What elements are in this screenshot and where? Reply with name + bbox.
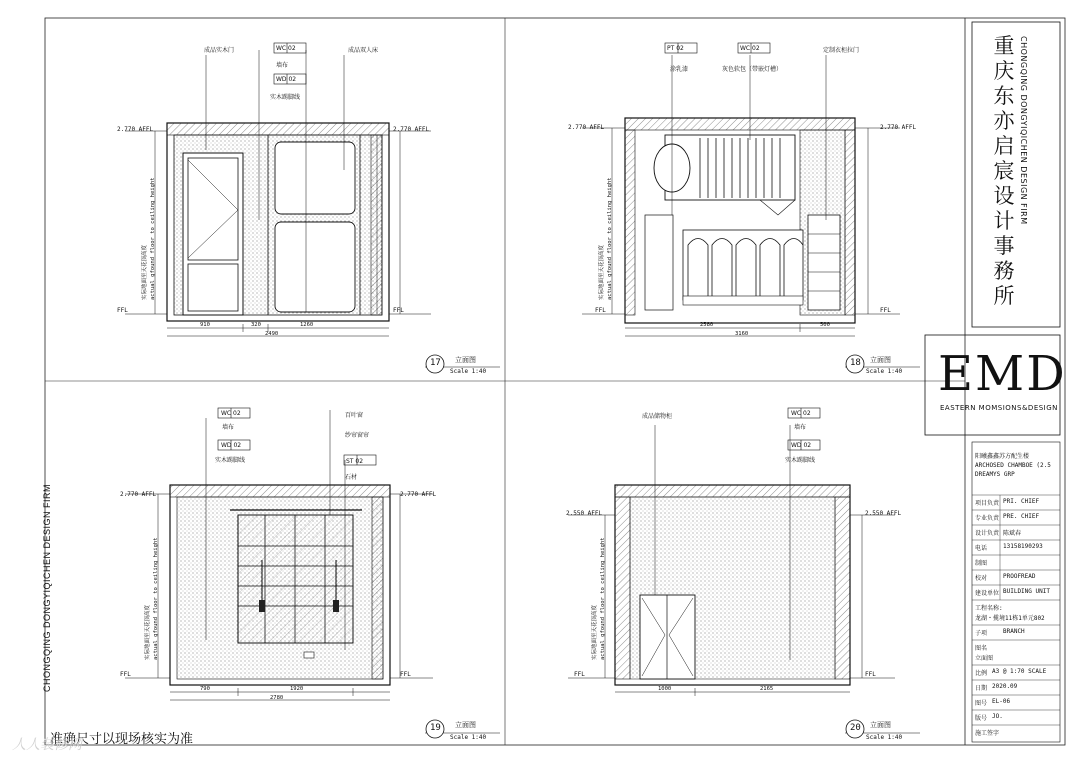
height-note: actual gfound floor to ceiling height — [150, 177, 156, 300]
level-marker: FFL — [880, 307, 891, 314]
view-number: 18 — [850, 358, 861, 368]
title-block-value: PROOFREAD — [1003, 573, 1036, 580]
material-callout: 墙布 — [794, 424, 807, 431]
title-block-label: 立面图 — [975, 655, 994, 662]
material-callout: 百叶窗 — [345, 412, 364, 419]
emd-logo: EMD — [938, 346, 1067, 402]
dimension-text: 1000 — [658, 686, 672, 692]
material-callout: WC 02 — [740, 45, 760, 52]
view-number: 19 — [430, 723, 441, 733]
title-block-label: 日期 — [975, 685, 988, 692]
material-callout: WD 02 — [276, 76, 297, 83]
firm-name-cn: 重庆东亦启宸设计事務所 — [993, 34, 1015, 308]
level-marker: FFL — [595, 307, 606, 314]
material-callout: 定制衣柜拉门 — [823, 47, 860, 54]
footer-note: 准确尺寸以现场核实为准 — [50, 732, 194, 747]
title-block-label: 项目负责 — [975, 500, 1000, 507]
height-note: 实际地面至天花顶高度 — [145, 604, 151, 660]
material-callout: WD 02 — [221, 442, 242, 449]
level-marker: FFL — [117, 307, 128, 314]
view-scale: Scale 1:40 — [866, 368, 903, 375]
level-marker: FFL — [120, 671, 131, 678]
material-callout: 石材 — [345, 474, 358, 481]
title-block-value: BUILDING UNIT — [1003, 588, 1050, 595]
material-callout: 实木踢脚线 — [270, 94, 301, 101]
title-block-value: 2020.09 — [992, 683, 1018, 690]
dimension-text: 1920 — [290, 686, 304, 692]
title-block-label: 专业负责 — [975, 515, 1000, 522]
material-callout: 成品储物柜 — [642, 413, 673, 420]
material-callout: WC 02 — [276, 45, 296, 52]
view-scale: Scale 1:40 — [450, 734, 487, 741]
material-callout: WD 02 — [791, 442, 812, 449]
material-callout: ST 02 — [346, 458, 364, 465]
title-block-label: 工程名称: — [975, 605, 1003, 612]
level-marker: FFL — [400, 671, 411, 678]
title-block-label: 施工签字 — [975, 730, 1000, 737]
material-callout: WC 02 — [791, 410, 811, 417]
title-block-label: 比例 — [975, 670, 988, 677]
firm-name-en-vertical: CHONGQING DONGYIQICHEN DESIGN FIRM — [1019, 36, 1028, 225]
view-scale: Scale 1:40 — [866, 734, 903, 741]
level-marker: 2.770 AFFL — [393, 126, 430, 133]
dimension-text: 3160 — [735, 331, 749, 337]
elevation-20 — [568, 408, 920, 738]
elevation-19 — [125, 408, 500, 738]
project-description: 阳曦鑫鑫苏方配生楼 ARCHOSED CHAMBOE (2.5 DREAMYS GRP — [975, 453, 1051, 478]
title-block-label: 图号 — [975, 700, 988, 707]
height-note: 实际地面至天花顶高度 — [592, 604, 598, 660]
title-block-label: 版号 — [975, 715, 988, 722]
title-block-label: 制图 — [975, 560, 988, 567]
material-callout: 成品双人床 — [348, 47, 379, 54]
title-block-label: 图名 — [975, 645, 988, 652]
title-block-value: 13158190293 — [1003, 543, 1043, 550]
view-title: 立面图 — [870, 356, 891, 364]
level-marker: 2.770 AFFL — [120, 491, 157, 498]
title-block-value: JO. — [992, 713, 1003, 720]
dimension-text: 910 — [200, 322, 210, 328]
dimension-text: 2165 — [760, 686, 774, 692]
material-callout: 墙布 — [222, 424, 235, 431]
level-marker: 2.550 AFFL — [865, 510, 902, 517]
watermark: 人人装修网 — [12, 737, 82, 753]
level-marker: 2.770 AFFL — [568, 124, 605, 131]
material-callout: 墙布 — [276, 62, 289, 69]
height-note: 实际地面至天花顶高度 — [142, 244, 148, 300]
material-callout: WC 02 — [221, 410, 241, 417]
title-block-label: 子项 — [975, 630, 988, 637]
dimension-text: 790 — [200, 686, 210, 692]
title-block-value: BRANCH — [1003, 628, 1025, 635]
title-block-value: PRE. CHIEF — [1003, 513, 1040, 520]
height-note: actual gfound floor to ceiling height — [153, 537, 159, 660]
view-title: 立面图 — [870, 721, 891, 729]
level-marker: FFL — [393, 307, 404, 314]
material-callout: 成品实木门 — [204, 47, 235, 54]
material-callout: 实木踢脚线 — [785, 457, 816, 464]
level-marker: 2.770 AFFL — [880, 124, 917, 131]
dimension-text: 2490 — [265, 331, 279, 337]
title-block-label: 设计负责 — [975, 530, 1000, 537]
level-marker: 2.770 AFFL — [400, 491, 437, 498]
logo-subtitle: EASTERN MOMSIONS&DESIGN — [940, 404, 1058, 412]
height-note: 实际地面至天花顶高度 — [599, 244, 605, 300]
height-note: actual gfound floor to ceiling height — [607, 177, 613, 300]
height-note: actual gfound floor to ceiling height — [600, 537, 606, 660]
material-callout: 纱帘窗帘 — [345, 432, 370, 439]
elevation-18 — [582, 43, 920, 373]
dimension-text: 320 — [251, 322, 261, 328]
dimension-text: 2780 — [270, 695, 284, 701]
dimension-text: 1260 — [300, 322, 314, 328]
level-marker: 2.550 AFFL — [566, 510, 603, 517]
dimension-text: 500 — [820, 322, 830, 328]
title-block-value: 陈斌春 — [1003, 530, 1022, 537]
dimension-text: 2580 — [700, 322, 714, 328]
view-number: 20 — [850, 723, 861, 733]
title-block-label: 电话 — [975, 545, 988, 552]
material-callout: PT 02 — [667, 45, 684, 52]
title-block-label: 校对 — [975, 575, 988, 582]
title-block-value: EL-06 — [992, 698, 1011, 705]
level-marker: 2.770 AFFL — [117, 126, 154, 133]
material-callout: 实木踢脚线 — [215, 457, 246, 464]
title-block-label: 龙湖・揽境11栋1单元802 — [975, 615, 1045, 622]
material-callout: 涂乳漆 — [670, 66, 689, 73]
level-marker: FFL — [865, 671, 876, 678]
level-marker: FFL — [574, 671, 585, 678]
view-title: 立面图 — [455, 721, 476, 729]
view-scale: Scale 1:40 — [450, 368, 487, 375]
title-block-value: A3 @ 1:70 SCALE — [992, 668, 1047, 675]
title-block-label: 建设单位 — [975, 590, 1000, 597]
title-block-value: PRI. CHIEF — [1003, 498, 1040, 505]
view-title: 立面图 — [455, 356, 476, 364]
firm-name-left-vertical: CHONGQING DONGYIQICHEN DESIGN FIRM — [42, 483, 52, 692]
view-number: 17 — [430, 358, 441, 368]
material-callout: 灰色软包（带嵌灯槽） — [722, 66, 783, 73]
